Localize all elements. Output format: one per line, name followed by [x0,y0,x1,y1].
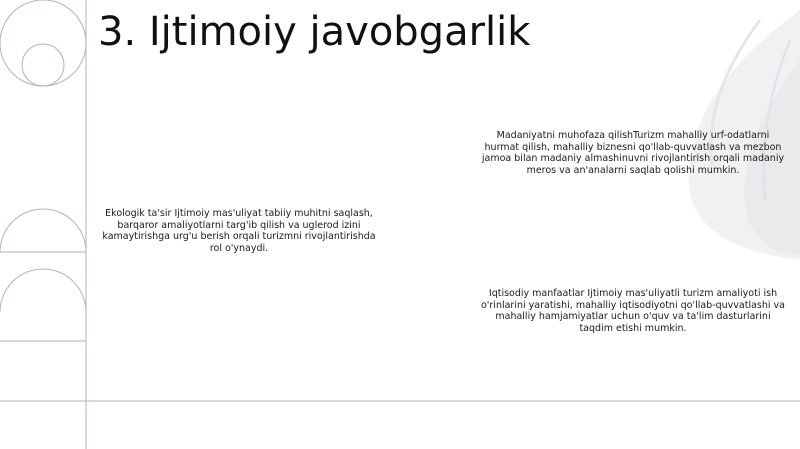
slide-title: 3. Ijtimoiy javobgarlik [98,9,531,55]
text-block-economic-benefits: Iqtisodiy manfaatlar Ijtimoiy mas'uliyatli turizm amaliyoti ish o'rinlarini yaratishi, mahalliy iqtisodiyotni qo'llab-quvvatlashi va mahalliy hamjamiyatlar uchun o'quv va ta'lim dasturlarini taqdim etishi mumkin. [480,288,786,334]
text-block-ecological-impact: Ekologik ta'sir Ijtimoiy mas'uliyat tabiiy muhitni saqlash, barqaror amaliyotlarni targ'ib qilish va uglerod izini kamaytirishga urg'u berish orqali turizmni rivojlantirishda rol o'ynaydi. [102,208,376,254]
text-block-cultural-preservation: Madaniyatni muhofaza qilishTurizm mahalliy urf-odatlarni hurmat qilish, mahalliy biznesni qo'llab-quvvatlash va mezbon jamoa bilan madaniy almashinuvni rivojlantirish orqali madaniy meros va an'analarni saqlab qolishi mumkin. [481,130,785,176]
